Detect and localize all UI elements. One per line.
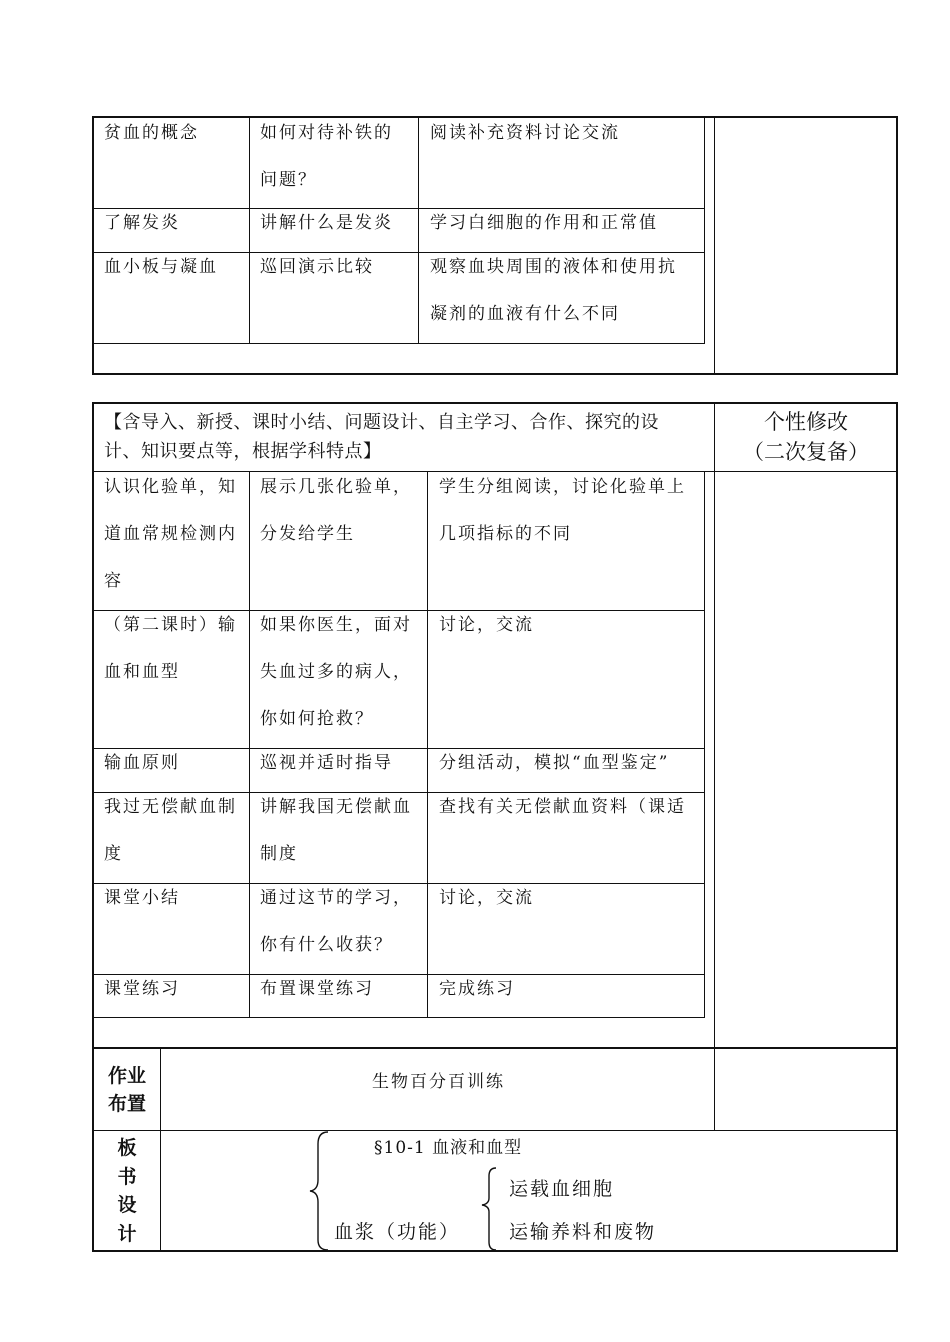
table-2-row-5-topic: 课堂小结	[104, 888, 180, 908]
board-function-1: 运载血细胞	[509, 1178, 615, 1200]
table-1-row-1-teacher: 如何对待补铁的 问题？	[260, 123, 393, 190]
board-brace-large	[308, 1130, 332, 1252]
table-2-row-4-topic: 我过无偿献血制 度	[104, 797, 237, 864]
table-2-row-6-student: 完成练习	[439, 979, 515, 999]
board-brace-small	[480, 1166, 500, 1252]
table-1-row-2-topic: 了解发炎	[104, 213, 180, 233]
table-2-row-6-teacher: 布置课堂练习	[260, 979, 374, 999]
table-1-row-3-topic: 血小板与凝血	[104, 257, 218, 277]
table-1-row-line	[93, 343, 705, 344]
table-2-row-1-student: 学生分组阅读，讨论化验单上 几项指标的不同	[439, 477, 686, 544]
table-1-row-3-student: 观察血块周围的液体和使用抗 凝剂的血液有什么不同	[430, 257, 677, 324]
table-2-row-2-topic: （第二课时）输 血和血型	[104, 615, 237, 682]
board-top-line	[93, 1130, 897, 1131]
homework-label: 作业 布置	[107, 1065, 146, 1115]
board-function-2: 运输养料和废物	[509, 1221, 657, 1243]
table-1-row-2-teacher: 讲解什么是发炎	[260, 213, 393, 233]
table-2-side-divider	[714, 402, 715, 1131]
table-2-row-1-topic: 认识化验单，知 道血常规检测内 容	[104, 477, 237, 591]
table-2-row-5-student: 讨论，交流	[439, 888, 534, 908]
table-1-row-3-teacher: 巡回演示比较	[260, 257, 374, 277]
table-2-row-1-teacher: 展示几张化验单， 分发给学生	[260, 477, 412, 544]
board-design-label: 板 书 设 计	[117, 1137, 137, 1245]
table-2-inner-right	[704, 472, 705, 1018]
table-2-row-2-teacher: 如果你医生，面对 失血过多的病人， 你如何抢救？	[260, 615, 412, 729]
table-2-row-4-student: 查找有关无偿献血资料（课适	[439, 797, 686, 817]
homework-text: 生物百分百训练	[372, 1072, 505, 1092]
table-1-col-divider-2	[418, 117, 419, 344]
board-title: §10-1 血液和血型	[374, 1138, 523, 1158]
table-1-row-1-topic: 贫血的概念	[104, 123, 199, 143]
table-2-row-5-teacher: 通过这节的学习， 你有什么收获？	[260, 888, 412, 955]
table-2-row-4-teacher: 讲解我国无偿献血 制度	[260, 797, 412, 864]
table-2-col-divider-2	[427, 472, 428, 1018]
table-1-row-1-student: 阅读补充资料讨论交流	[430, 123, 620, 143]
side-column-title: 个性修改 （二次复备）	[743, 410, 869, 464]
table-1-row-2-student: 学习白细胞的作用和正常值	[430, 213, 658, 233]
board-plasma: 血浆（功能）	[334, 1221, 461, 1243]
table-2-row-3-teacher: 巡视并适时指导	[260, 753, 393, 773]
table-2-header-instructions: 【含导入、新授、课时小结、问题设计、自主学习、合作、探究的设 计、知识要点等，根据学科特点】	[104, 412, 659, 462]
table-2-col-divider-1	[249, 472, 250, 1018]
table-1-inner-right	[704, 117, 705, 344]
table-2-row-6-topic: 课堂练习	[104, 979, 180, 999]
table-2-row-line	[93, 1017, 705, 1018]
table-2-row-3-student: 分组活动，模拟“血型鉴定”	[439, 753, 670, 773]
table-1-col-divider-1	[249, 117, 250, 344]
homework-label-divider	[160, 1048, 161, 1251]
table-2-row-line	[93, 974, 705, 975]
table-2-row-3-topic: 输血原则	[104, 753, 180, 773]
table-2-row-2-student: 讨论，交流	[439, 615, 534, 635]
table-1-side-divider	[714, 116, 715, 375]
homework-top-line	[93, 1047, 897, 1049]
